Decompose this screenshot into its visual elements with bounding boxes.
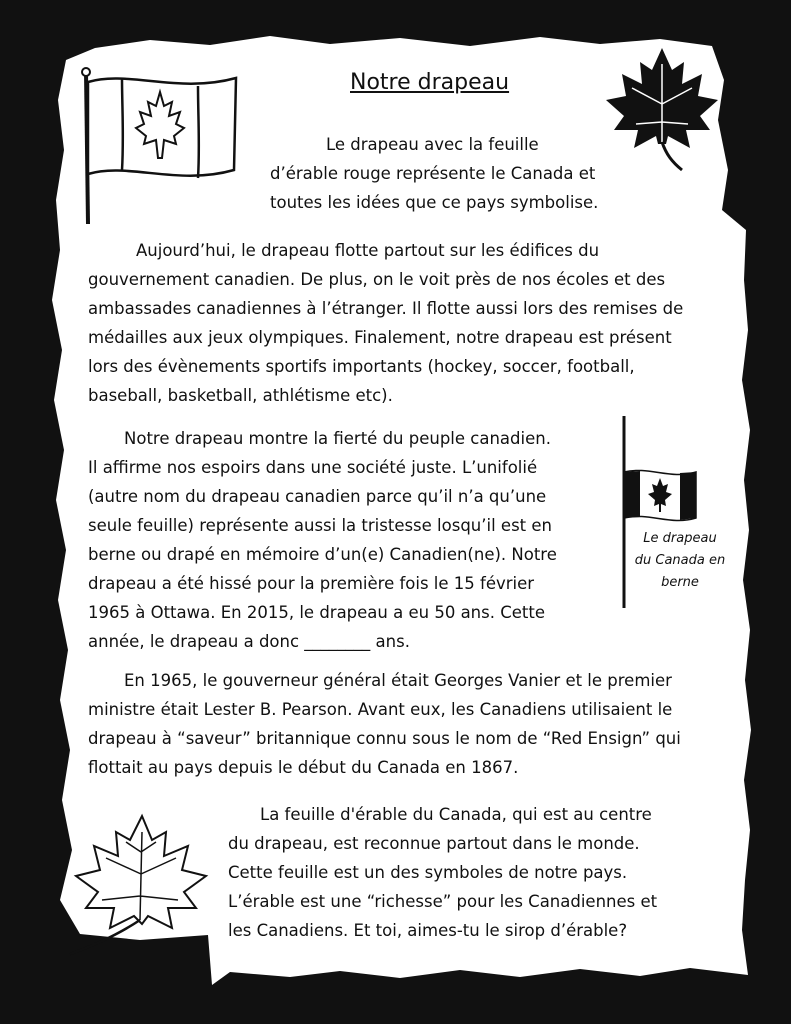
text-line: seule feuille) représente aussi la tristesse losqu’il est en [88, 516, 552, 535]
paragraph-pride [88, 424, 557, 656]
text-line: L’érable est une “richesse” pour les Canadiennes et [228, 892, 658, 911]
text-line: Notre drapeau montre la fierté du peuple canadien. [124, 429, 551, 448]
text-line: flottait au pays depuis le début du Canada en 1867. [88, 758, 519, 777]
maple-leaf-outline-icon [62, 812, 212, 957]
text-line: Aujourd’hui, le drapeau flotte partout sur les édifices du [136, 241, 600, 260]
text-line: du drapeau, est reconnue partout dans le monde. [228, 834, 640, 853]
text-line: En 1965, le gouverneur général était Georges Vanier et le premier [124, 671, 672, 690]
caption-line: du Canada en [634, 553, 726, 568]
text-line: (autre nom du drapeau canadien parce qu’il n’a qu’une [88, 487, 547, 506]
text-line: Le drapeau avec la feuille [326, 135, 539, 154]
caption-line: berne [661, 575, 699, 590]
text-line: ministre était Lester B. Pearson. Avant eux, les Canadiens utilisaient le [88, 700, 673, 719]
text-line: ambassades canadiennes à l’étranger. Il flotte aussi lors des remises de [88, 299, 684, 318]
text-line: gouvernement canadien. De plus, on le voit près de nos écoles et des [88, 270, 666, 289]
caption-line: Le drapeau [643, 531, 717, 546]
text-line: Il affirme nos espoirs dans une société juste. L’unifolié [88, 458, 538, 477]
text-line: d’érable rouge représente le Canada et [270, 164, 596, 183]
maple-leaf-dark-icon [602, 44, 722, 174]
half-mast-caption [624, 528, 736, 594]
text-line: baseball, basketball, athlétisme etc). [88, 386, 393, 405]
text-line: année, le drapeau a donc ________ ans. [88, 632, 410, 651]
intro-paragraph [270, 130, 598, 217]
text-line: les Canadiens. Et toi, aimes-tu le sirop d’érable? [228, 921, 628, 940]
text-line: drapeau a été hissé pour la première fois le 15 février [88, 574, 535, 593]
canada-flag-icon [78, 66, 243, 226]
text-line: 1965 à Ottawa. En 2015, le drapeau a eu 50 ans. Cette [88, 603, 545, 622]
paragraph-flag-locations [88, 236, 683, 410]
paragraph-history [88, 666, 681, 782]
text-line: lors des évènements sportifs importants (hockey, soccer, football, [88, 357, 635, 376]
text-line: La feuille d'érable du Canada, qui est au centre [260, 805, 652, 824]
page-title: Notre drapeau [350, 70, 510, 95]
text-line: Cette feuille est un des symboles de notre pays. [228, 863, 628, 882]
text-line: toutes les idées que ce pays symbolise. [270, 193, 599, 212]
text-line: médailles aux jeux olympiques. Finalement, notre drapeau est présent [88, 328, 672, 347]
text-line: berne ou drapé en mémoire d’un(e) Canadien(ne). Notre [88, 545, 557, 564]
text-line: drapeau à “saveur” britannique connu sous le nom de “Red Ensign” qui [88, 729, 681, 748]
paragraph-maple-leaf [228, 800, 657, 945]
